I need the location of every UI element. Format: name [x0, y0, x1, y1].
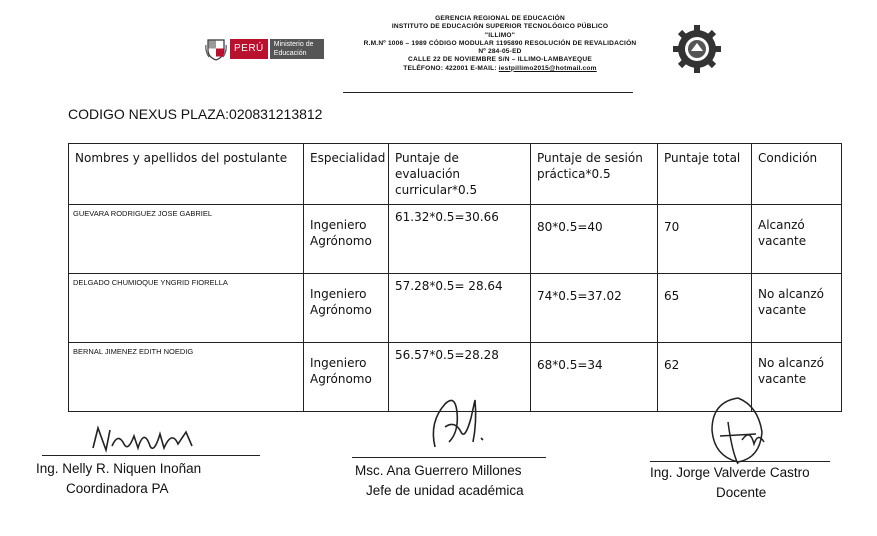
condicion-cell: Alcanzó vacante: [752, 205, 842, 274]
header-contact: [330, 65, 670, 73]
especialidad-cell: Ingeniero Agrónomo: [304, 274, 389, 343]
results-table: [68, 143, 842, 412]
header-nombres: Nombres y apellidos del postulante: [69, 144, 304, 205]
table-row: [69, 274, 842, 343]
ministry-logo: [205, 36, 324, 62]
signatory-name-1: Ing. Nelly R. Niquen Inoñan: [36, 461, 202, 476]
header-curricular: Puntaje de evaluación curricular*0.5: [389, 144, 531, 205]
peru-shield-icon: [205, 37, 227, 61]
header-line: R.M.Nº 1006 – 1989 CÓDIGO MODULAR 1195890 RESOLUCIÓN DE REVALIDACIÓN: [363, 39, 637, 47]
signature-line-3: [650, 461, 830, 462]
table-row: [69, 205, 842, 274]
header-line: CALLE 22 DE NOVIEMBRE S/N – ILLIMO-LAMBAYEQUE: [408, 56, 592, 64]
institute-gear-logo-icon: [672, 24, 722, 74]
curricular-score: 56.57*0.5=28.28: [389, 343, 531, 412]
email-link[interactable]: iestpillimo2015@hotmail.com: [498, 64, 597, 72]
header-line: "ILLIMO": [484, 31, 516, 39]
sesion-score: 68*0.5=34: [531, 343, 658, 412]
signature-line-1: [42, 455, 260, 456]
header-especialidad: Especialidad: [304, 144, 389, 205]
ministry-label: Ministerio de Educación: [270, 39, 324, 59]
sesion-score: 80*0.5=40: [531, 205, 658, 274]
signatory-name-2: Msc. Ana Guerrero Millones: [355, 463, 522, 478]
codigo-nexus-plaza: CODIGO NEXUS PLAZA:020831213812: [68, 106, 323, 122]
especialidad-cell: Ingeniero Agrónomo: [304, 205, 389, 274]
signature-line-2: [352, 457, 546, 458]
condicion-cell: No alcanzó vacante: [752, 343, 842, 412]
header-sesion: Puntaje de sesión práctica*0.5: [531, 144, 658, 205]
header-line: GERENCIA REGIONAL DE EDUCACIÓN: [435, 15, 565, 22]
institution-header: [330, 15, 670, 73]
signature-scribble-1-icon: [88, 418, 203, 458]
signatory-name-3: Ing. Jorge Valverde Castro: [650, 465, 810, 480]
curricular-score: 57.28*0.5= 28.64: [389, 274, 531, 343]
signature-scribble-3-icon: [698, 392, 778, 472]
header-condicion: Condición: [752, 144, 842, 205]
applicant-name: BERNAL JIMENEZ EDITH NOEDIG: [69, 343, 304, 412]
total-score: 65: [658, 274, 752, 343]
header-line: Nº 284-05-ED: [478, 48, 522, 56]
table-header-row: [69, 144, 842, 205]
signatory-role-2: Jefe de unidad académica: [366, 483, 524, 498]
applicant-name: GUEVARA RODRIGUEZ JOSE GABRIEL: [69, 205, 304, 274]
contact-prefix: TELÉFONO: 422001 E-MAIL:: [403, 64, 499, 72]
signatory-role-1: Coordinadora PA: [66, 481, 169, 496]
header-total: Puntaje total: [658, 144, 752, 205]
header-divider: [343, 92, 633, 93]
sesion-score: 74*0.5=37.02: [531, 274, 658, 343]
total-score: 70: [658, 205, 752, 274]
curricular-score: 61.32*0.5=30.66: [389, 205, 531, 274]
signatory-role-3: Docente: [716, 485, 767, 500]
peru-label: PERÚ: [230, 39, 268, 59]
signature-scribble-2-icon: [415, 392, 495, 454]
applicant-name: DELGADO CHUMIOQUE YNGRID FIORELLA: [69, 274, 304, 343]
especialidad-cell: Ingeniero Agrónomo: [304, 343, 389, 412]
header-line: INSTITUTO DE EDUCACIÓN SUPERIOR TECNOLÓGICO PÚBLICO: [391, 23, 609, 31]
total-score: 62: [658, 343, 752, 412]
condicion-cell: No alcanzó vacante: [752, 274, 842, 343]
